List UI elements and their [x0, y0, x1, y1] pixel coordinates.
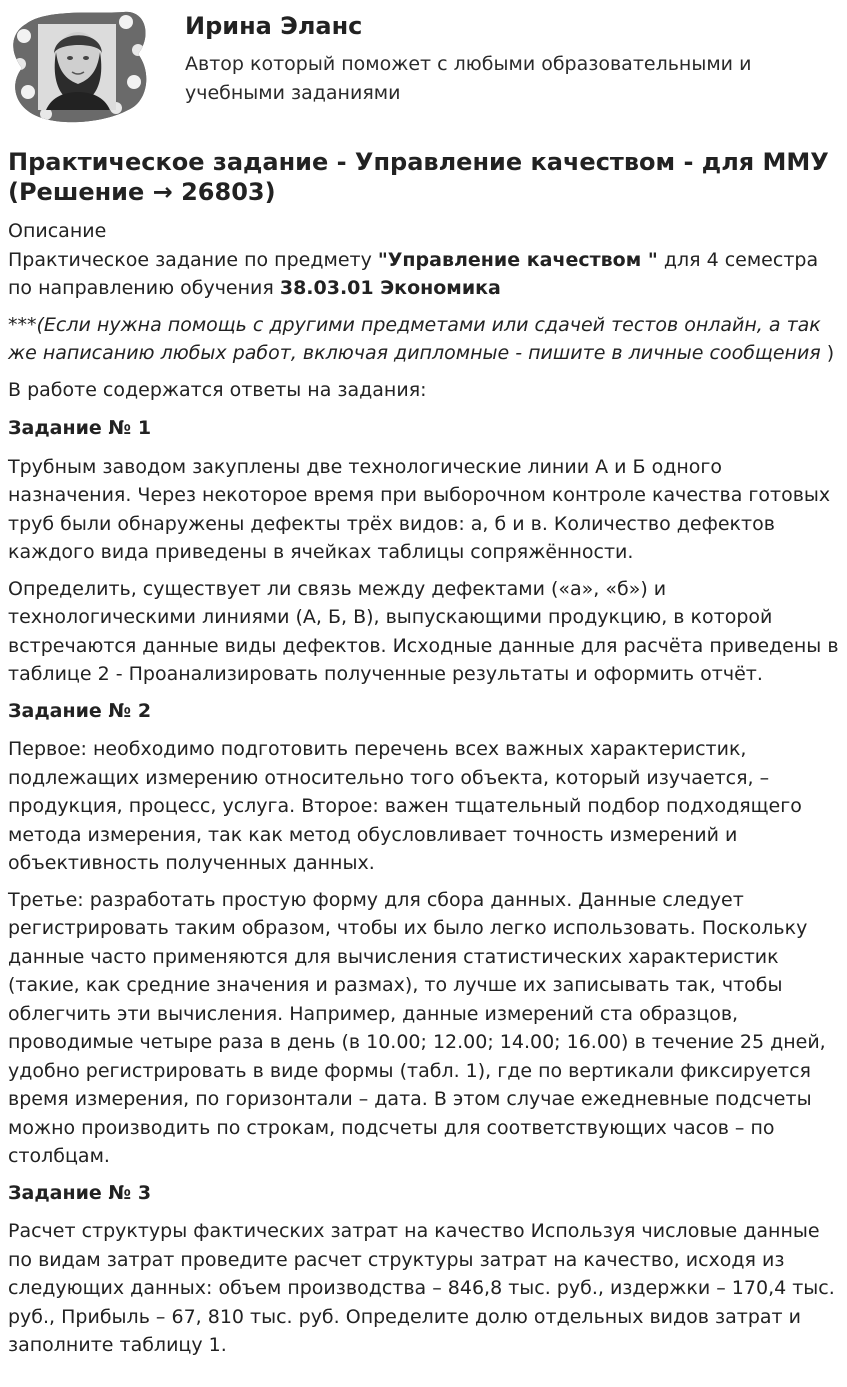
subject-name: "Управление качеством ": [377, 248, 658, 271]
author-avatar-photo[interactable]: [6, 6, 151, 128]
task-heading: Задание № 2: [8, 699, 152, 722]
task-3-paragraph-1: Расчет структуры фактических затрат на качество Используя числовые данные по видам затрат проведите расчет структуры затрат на качество, исходя из следующих данных: объем производства – 846,8 тыс. руб., издержки – 170,4 тыс. руб., Прибыль – 67, 810 тыс. руб. Определите долю отдельных видов затрат и заполните таблицу 1.: [8, 1220, 835, 1356]
note-text: (Если нужна помощь с другими предметами или сдачей тестов онлайн, а так же написанию любых работ, включая дипломные - пишите в личные сообщения: [8, 313, 821, 364]
description-intro: [8, 246, 843, 303]
contains-text: В работе содержатся ответы на задания:: [8, 378, 427, 401]
page-title: Практическое задание - Управление качеством - для ММУ (Решение → 26803): [8, 148, 829, 206]
task-2-paragraph-2: Третье: разработать простую форму для сбора данных. Данные следует регистрировать таким образом, чтобы их было легко использовать. Поскольку данные часто применяются для вычисления статистических характеристик (такие, как средние значения и размах), то лучше их записывать так, чтобы облегчить эти вычисления. Например, данные измерений ста образцов, проводимые четыре раза в день (в 10.00; 12.00; 14.00; 16.00) в течение 25 дней, удобно регистрировать в виде формы (табл. 1), где по вертикали фиксируется время измерения, по горизонтали – дата. В этом случае ежедневные подсчеты можно производить по строкам, подсчеты для соответствующих часов – по столбцам.: [8, 888, 826, 1167]
task-heading: Задание № 1: [8, 417, 152, 439]
task-1-paragraph-1: Трубным заводом закуплены две технологические линии А и Б одного назначения. Через некоторое время при выборочном контроле качества готовых труб были обнаружены дефекты трёх видов: а, б и в. Количество дефектов каждого вида приведены в ячейках таблицы сопряжённости.: [8, 455, 831, 563]
author-card: [0, 0, 847, 140]
task-1-paragraph-2: Определить, существует ли связь между дефектами («а», «б») и технологическими линиями (А, Б, В), выпускающими продукцию, в которой встречаются данные виды дефектов. Исходные данные для расчёта приведены в таблице 2 - Проанализировать полученные результаты и оформить отчёт.: [8, 577, 839, 685]
author-description: Автор который поможет с любыми образовательными и учебными заданиями: [185, 53, 752, 104]
note-prefix: ***: [8, 313, 37, 336]
description-heading: Описание: [8, 220, 107, 242]
author-name[interactable]: Ирина Эланс: [185, 12, 363, 40]
task-3-heading: [8, 1179, 843, 1208]
help-note: [8, 311, 843, 368]
intro-text: Практическое задание по предмету: [8, 248, 378, 271]
study-direction: 38.03.01 Экономика: [279, 277, 501, 299]
task-2-heading: [8, 697, 843, 726]
note-suffix: ): [820, 342, 835, 364]
task-heading: Задание № 3: [8, 1181, 152, 1204]
intro-text-cont: для 4 семестра по направлению обучения: [8, 248, 819, 299]
description-body: [8, 217, 843, 1360]
task-1-heading: [8, 414, 843, 443]
task-2-paragraph-1: Первое: необходимо подготовить перечень всех важных характеристик, подлежащих измерению относительно того объекта, который изучается, – продукция, процесс, услуга. Второе: важен тщательный подбор подходящего метода измерения, так как метод обусловливает точность измерений и объективность полученных данных.: [8, 738, 802, 874]
